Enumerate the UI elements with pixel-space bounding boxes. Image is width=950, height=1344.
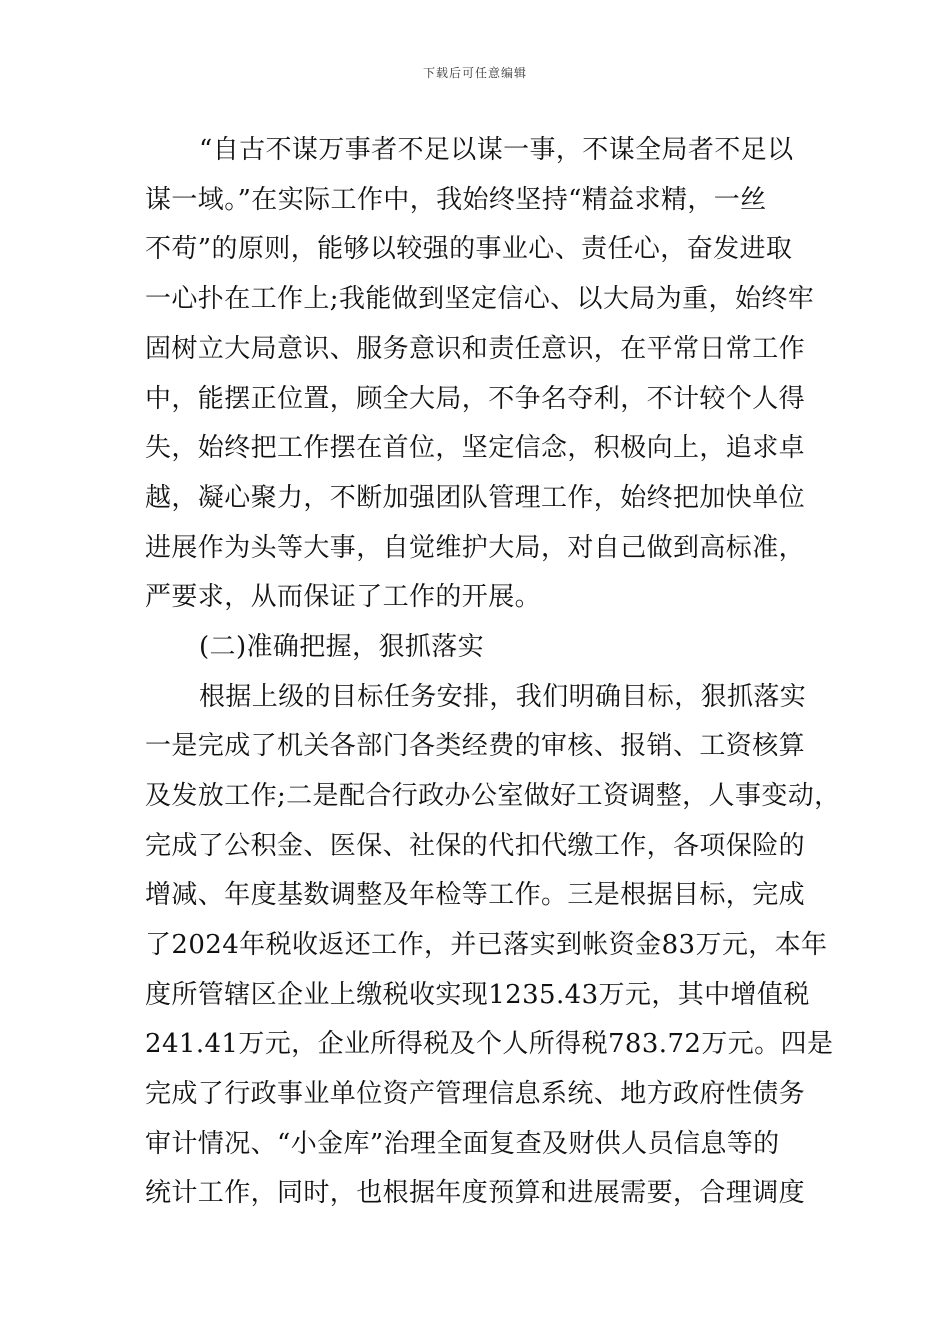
page-header: 下载后可任意编辑 [422,66,527,80]
text-line: 完成了公积金、医保、社保的代扣代缴工作，各项保险的 [145,831,806,861]
text-line: 失，始终把工作摆在首位，坚定信念，积极向上，追求卓 [145,433,806,463]
text-line: 越，凝心聚力，不断加强团队管理工作，始终把加快单位 [145,483,806,513]
text-line: 度所管辖区企业上缴税收实现1235.43万元，其中增值税 [145,980,810,1010]
text-line: 241.41万元，企业所得税及个人所得税783.72万元。四是 [145,1029,834,1059]
text-line: 进展作为头等大事，自觉维护大局，对自己做到高标准， [145,533,806,563]
text-line: 一心扑在工作上;我能做到坚定信心、以大局为重，始终牢 [145,284,815,314]
text-line: 固树立大局意识、服务意识和责任意识，在平常日常工作 [145,334,806,364]
text-line: 审计情况、“小金库”治理全面复查及财供人员信息等的 [145,1129,780,1159]
text-line: 谋一域。”在实际工作中，我始终坚持“精益求精，一丝 [145,185,767,215]
text-line: 不苟”的原则，能够以较强的事业心、责任心，奋发进取 [145,234,793,264]
text-line: 及发放工作;二是配合行政办公室做好工资调整，人事变动， [145,781,841,811]
text-line: “自古不谋万事者不足以谋一事，不谋全局者不足以 [199,135,794,165]
text-line: 根据上级的目标任务安排，我们明确目标，狠抓落实 [199,682,807,712]
text-line: 统计工作，同时，也根据年度预算和进展需要，合理调度 [145,1178,806,1208]
text-line: 中，能摆正位置，顾全大局，不争名夺利，不计较个人得 [145,384,806,414]
text-line: 一是完成了机关各部门各类经费的审核、报销、工资核算 [145,731,806,761]
text-line: 了2024年税收返还工作，并已落实到帐资金83万元，本年 [145,930,828,960]
text-line: 增减、年度基数调整及年检等工作。三是根据目标，完成 [145,880,806,910]
section-heading: (二)准确把握，狠抓落实 [199,632,485,662]
text-line: 完成了行政事业单位资产管理信息系统、地方政府性债务 [145,1079,806,1109]
text-line: 严要求，从而保证了工作的开展。 [145,582,542,612]
